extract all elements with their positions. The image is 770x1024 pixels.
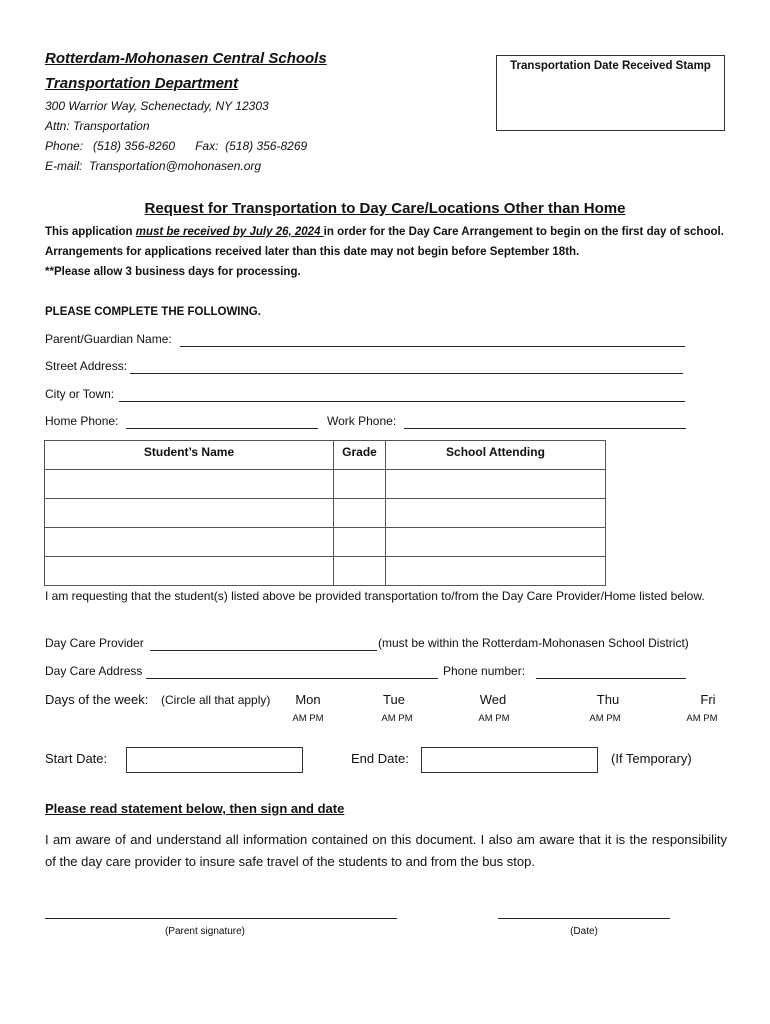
daycare-address-field[interactable] xyxy=(146,678,438,679)
student-name-header: Student’s Name xyxy=(45,441,334,470)
intro-paragraph xyxy=(45,222,735,262)
daycare-phone-label: Phone number: xyxy=(443,664,526,678)
grade-cell[interactable] xyxy=(334,528,386,557)
grade-header: Grade xyxy=(334,441,386,470)
parent-signature-line[interactable] xyxy=(45,918,397,919)
phone-fax-line: Phone: (518) 356-8260 Fax: (518) 356-8269 xyxy=(45,139,308,153)
ampm-thu[interactable]: AM PM xyxy=(589,713,621,724)
parent-name-field[interactable] xyxy=(180,346,685,347)
student-name-cell[interactable] xyxy=(45,528,334,557)
school-cell[interactable] xyxy=(386,528,606,557)
statement-text: I am aware of and understand all information contained on this document. I also am aware that it is the responsibility of the day care provider to insure safe travel of the students to and from the bus stop. xyxy=(45,832,727,869)
start-date-input[interactable] xyxy=(126,747,303,773)
school-cell[interactable] xyxy=(386,470,606,499)
days-label: Days of the week: xyxy=(45,692,149,707)
statement-heading: Please read statement below, then sign and date xyxy=(45,801,345,816)
provider-note: (must be within the Rotterdam-Mohonasen School District) xyxy=(378,636,689,650)
days-hint: (Circle all that apply) xyxy=(161,693,271,707)
street-field[interactable] xyxy=(130,373,683,374)
date-signature-line[interactable] xyxy=(498,918,670,919)
school-header: School Attending xyxy=(386,441,606,470)
day-mon[interactable]: Mon xyxy=(295,692,321,707)
intro-part2: in order for the Day Care Arrangement to begin on the first day of school. Arrangements for applications received later than this date may not begin before September 18th. xyxy=(45,226,724,258)
city-label: City or Town: xyxy=(45,387,115,401)
stamp-label: Transportation Date Received Stamp xyxy=(510,60,711,72)
student-name-cell[interactable] xyxy=(45,470,334,499)
deadline-emphasis: must be received by July 26, 2024 xyxy=(135,226,324,238)
day-fri[interactable]: Fri xyxy=(700,692,716,707)
ampm-fri[interactable]: AM PM xyxy=(686,713,718,724)
grade-cell[interactable] xyxy=(334,470,386,499)
student-name-cell[interactable] xyxy=(45,499,334,528)
request-paragraph: I am requesting that the student(s) listed above be provided transportation to/from the Day Care Provider/Home listed below. xyxy=(45,589,705,603)
ampm-tue[interactable]: AM PM xyxy=(381,713,413,724)
day-thu[interactable]: Thu xyxy=(596,692,620,707)
email-line: E-mail: Transportation@mohonasen.org xyxy=(45,159,262,173)
city-field[interactable] xyxy=(119,401,685,402)
work-phone-label: Work Phone: xyxy=(327,414,397,428)
address-line: 300 Warrior Way, Schenectady, NY 12303 xyxy=(45,99,269,113)
date-caption: (Date) xyxy=(570,926,598,937)
day-tue[interactable]: Tue xyxy=(383,692,405,707)
table-row xyxy=(45,499,606,528)
complete-heading: PLEASE COMPLETE THE FOLLOWING. xyxy=(45,306,261,318)
parent-signature-caption: (Parent signature) xyxy=(164,926,246,937)
home-phone-label: Home Phone: xyxy=(45,414,119,428)
work-phone-field[interactable] xyxy=(404,428,686,429)
student-name-cell[interactable] xyxy=(45,557,334,586)
end-date-input[interactable] xyxy=(421,747,598,773)
ampm-wed[interactable]: AM PM xyxy=(478,713,510,724)
parent-name-label: Parent/Guardian Name: xyxy=(45,332,172,346)
table-row xyxy=(45,528,606,557)
table-row xyxy=(45,557,606,586)
school-name: Rotterdam-Mohonasen Central Schools xyxy=(45,50,327,67)
table-header-row xyxy=(45,441,606,470)
ampm-mon[interactable]: AM PM xyxy=(292,713,324,724)
processing-note: **Please allow 3 business days for processing. xyxy=(45,266,301,278)
temporary-note: (If Temporary) xyxy=(611,751,692,766)
form-title: Request for Transportation to Day Care/Locations Other than Home xyxy=(144,200,626,217)
home-phone-field[interactable] xyxy=(126,428,318,429)
grade-cell[interactable] xyxy=(334,499,386,528)
provider-field[interactable] xyxy=(150,650,377,651)
daycare-address-label: Day Care Address xyxy=(45,664,143,678)
street-label: Street Address: xyxy=(45,359,128,373)
daycare-phone-field[interactable] xyxy=(536,678,686,679)
school-cell[interactable] xyxy=(386,557,606,586)
students-table xyxy=(44,440,606,586)
school-cell[interactable] xyxy=(386,499,606,528)
grade-cell[interactable] xyxy=(334,557,386,586)
received-stamp-box xyxy=(496,55,725,131)
start-date-label: Start Date: xyxy=(45,751,108,766)
table-row xyxy=(45,470,606,499)
intro-part1: This application xyxy=(45,226,136,238)
provider-label: Day Care Provider xyxy=(45,636,144,650)
end-date-label: End Date: xyxy=(351,751,409,766)
day-wed[interactable]: Wed xyxy=(479,692,507,707)
department-name: Transportation Department xyxy=(45,75,239,92)
attn-line: Attn: Transportation xyxy=(45,119,150,133)
